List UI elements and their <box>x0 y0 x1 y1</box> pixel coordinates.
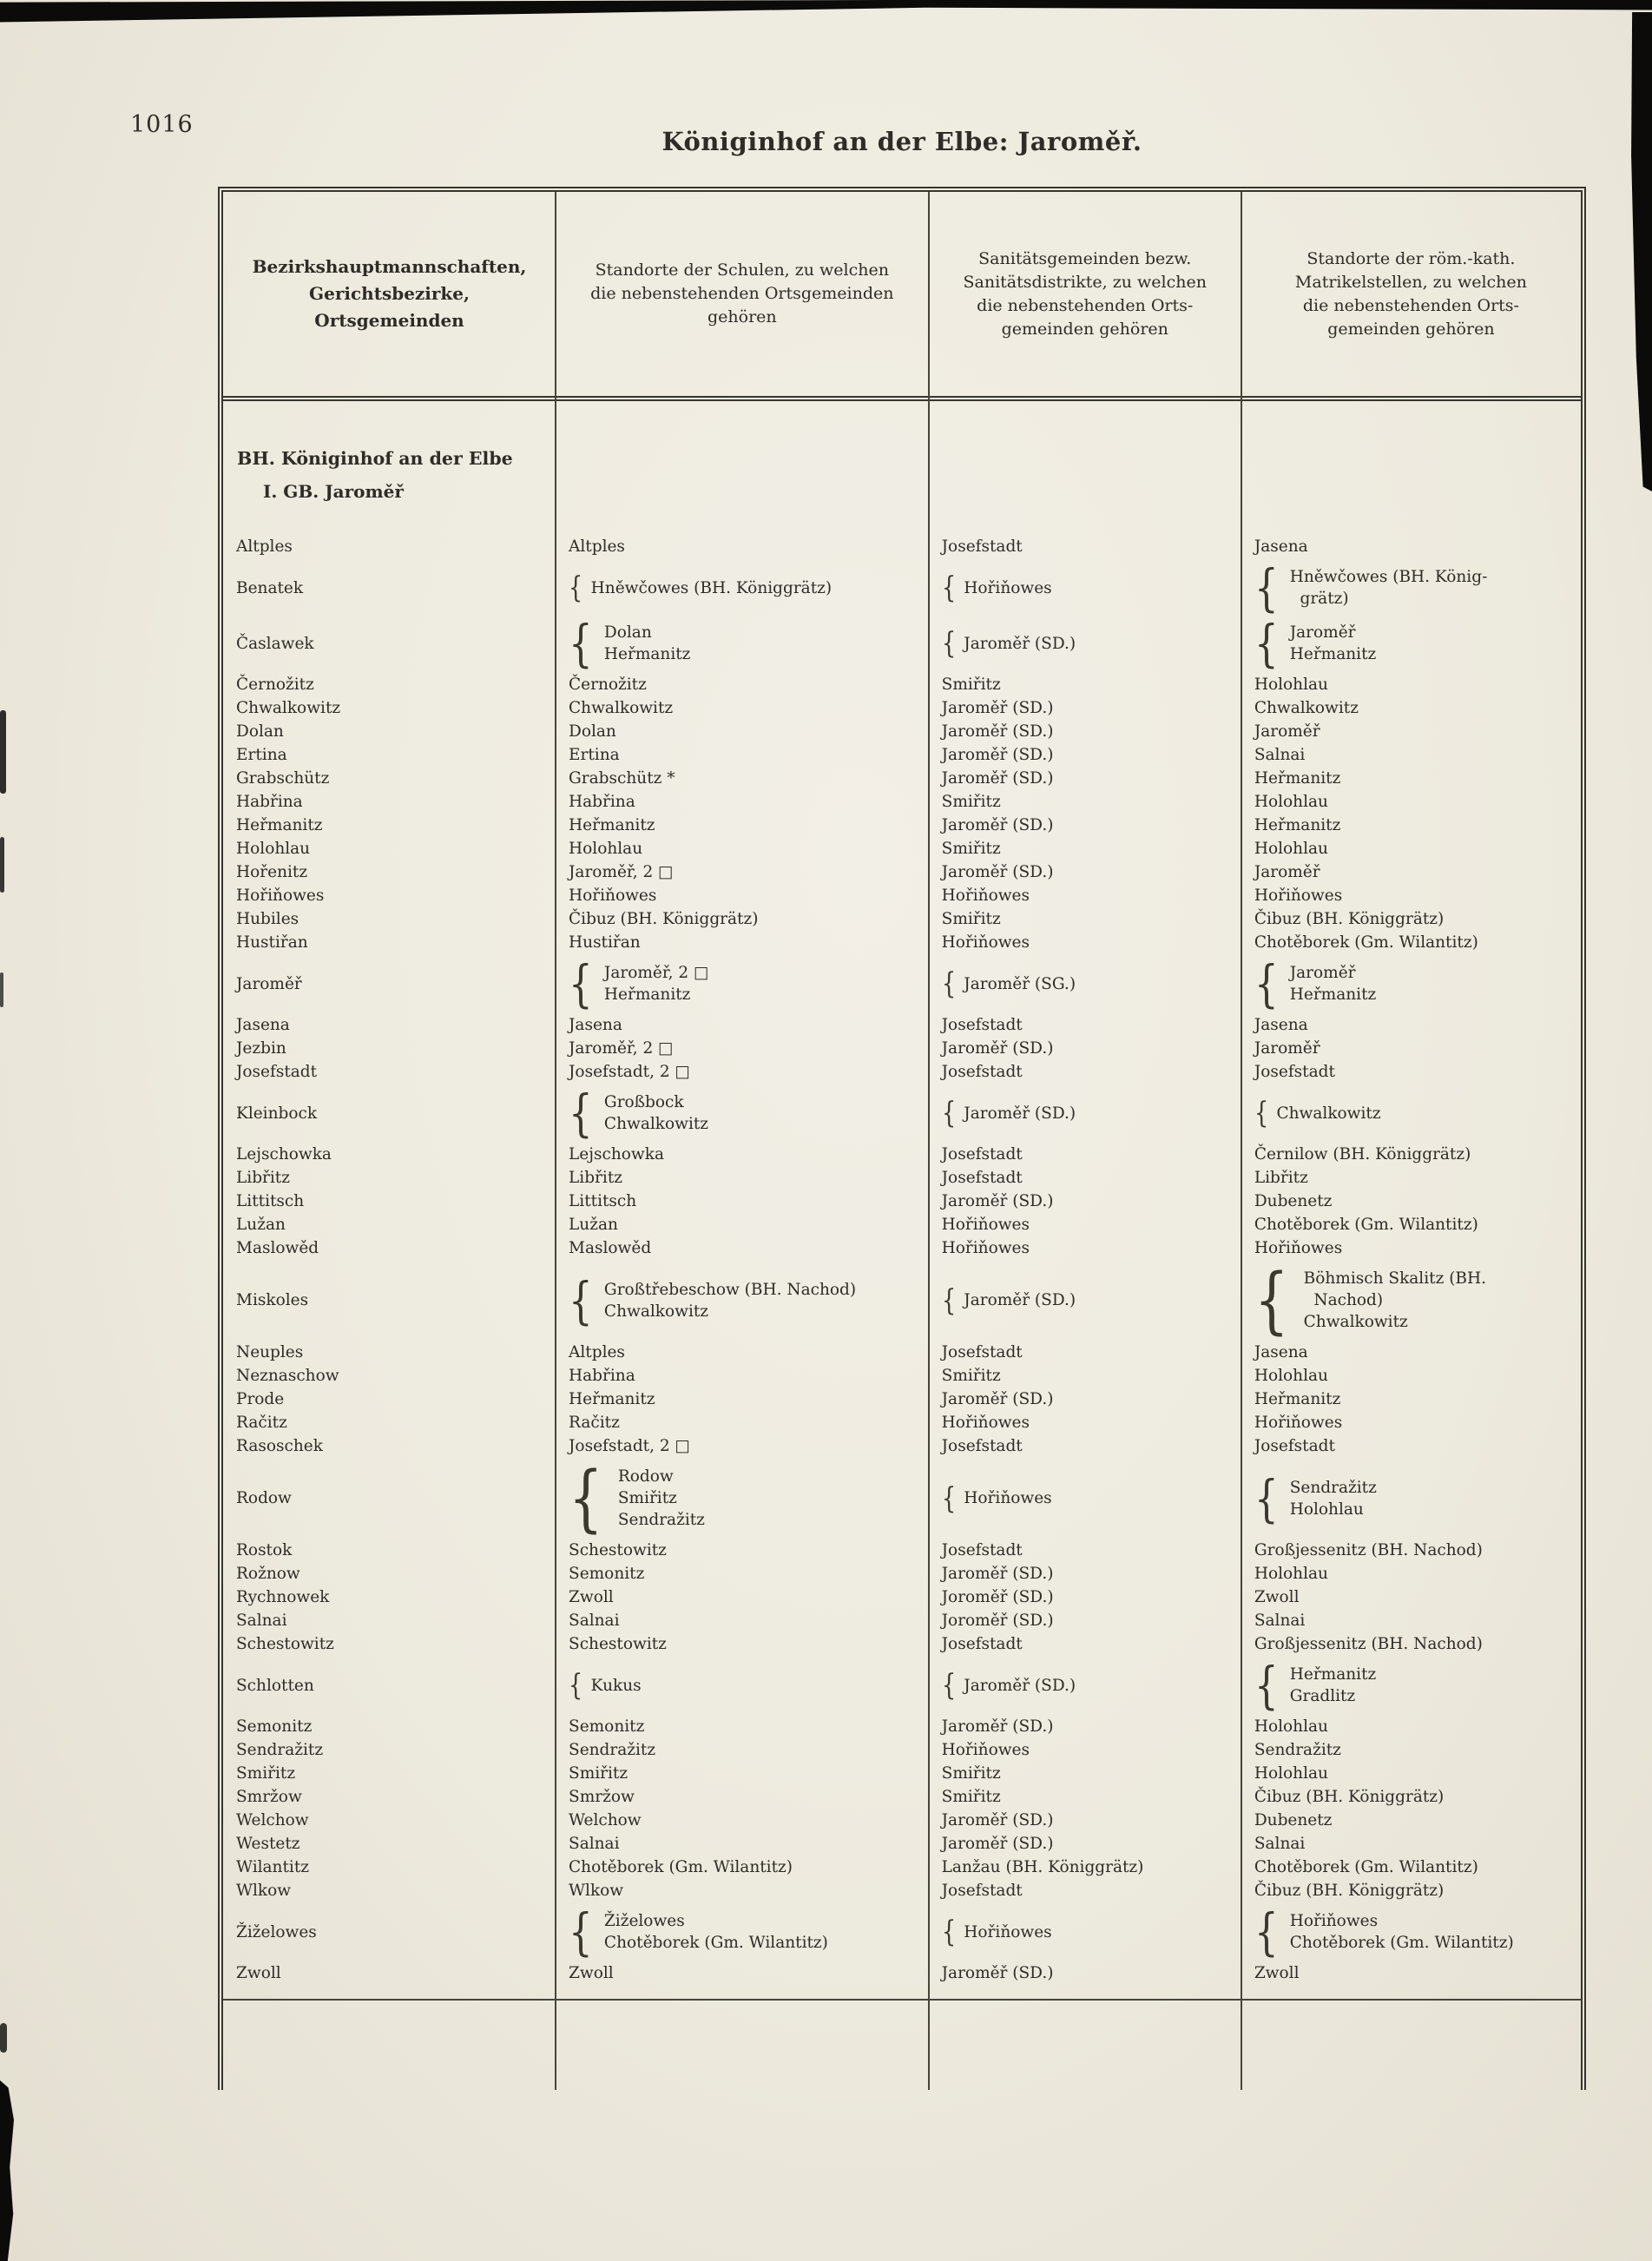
table-row <box>223 1341 1581 1364</box>
table-cell: Holohlau <box>1254 676 1328 694</box>
scan-artifact-left-mark <box>0 710 6 794</box>
table-cell: Wilantitz <box>236 1858 309 1876</box>
table-cell: Lejschowka <box>569 1145 664 1163</box>
table-row <box>223 1190 1581 1213</box>
table-cell: Habřina <box>236 793 303 811</box>
table-cell: Salnai <box>236 1612 287 1630</box>
table-cell: Smiřitz <box>941 1764 1001 1783</box>
table-row <box>223 907 1581 931</box>
table-cell: { Hořiňowes <box>941 1915 1052 1949</box>
table-cell: Smiřitz <box>941 910 1001 928</box>
table-row <box>223 884 1581 907</box>
group-brace-glyph: { <box>1254 1656 1279 1715</box>
table-cell: Rasoschek <box>236 1437 323 1455</box>
table-cell: Altples <box>569 1343 625 1361</box>
table-cell: Jaroměř <box>1254 1039 1320 1058</box>
table-cell: { Jaroměř (SD.) <box>941 1668 1076 1703</box>
table-cell: Čibuz (BH. Königgrätz) <box>1254 910 1445 928</box>
table-cell: Chwalkowitz <box>236 699 341 717</box>
table-cell: Salnai <box>1254 746 1306 764</box>
table-cell: Hořenitz <box>236 863 308 881</box>
table-cell: Josefstadt <box>941 1541 1023 1559</box>
table-cell: Jaroměř (SD.) <box>941 1811 1054 1829</box>
table-cell: Josefstadt <box>941 1882 1023 1900</box>
table-cell: Benatek <box>236 578 304 597</box>
table-row <box>223 1411 1581 1434</box>
table-cell: Salnai <box>569 1835 620 1853</box>
table-cell: Jaroměř (SD.) <box>941 1039 1054 1058</box>
table-cell: Altples <box>236 537 293 556</box>
table-cell: Zwoll <box>1254 1588 1300 1606</box>
table-cell: Hubiles <box>236 910 299 928</box>
table-row <box>223 1364 1581 1388</box>
table-row <box>223 790 1581 814</box>
table-cell: Dubenetz <box>1254 1192 1333 1210</box>
table-row <box>223 931 1581 954</box>
table-row <box>223 1213 1581 1236</box>
table-cell: Wlkow <box>569 1882 624 1900</box>
table-cell: { Jaroměř (SG.) <box>941 966 1076 1001</box>
table-cell: Libřitz <box>236 1169 290 1187</box>
table-cell: Čibuz (BH. Königgrätz) <box>569 910 759 928</box>
table-cell: Holohlau <box>1254 840 1328 858</box>
scan-artifact-bottom-blob <box>0 2080 14 2261</box>
table-header-row <box>223 192 1581 401</box>
table-cell: Smržow <box>236 1788 302 1806</box>
table-row <box>223 1456 1581 1540</box>
table-row <box>223 1879 1581 1902</box>
table-cell: { Großtřebeschow (BH. Nachod) Chwalkowitz <box>569 1270 857 1330</box>
table-cell: Hořiňowes <box>236 887 325 905</box>
table-cell: Semonitz <box>569 1717 645 1736</box>
table-cell: Jaroměř (SD.) <box>941 769 1054 788</box>
table-cell: Hořiňowes <box>1254 1414 1343 1432</box>
group-brace-glyph: { <box>1254 954 1279 1013</box>
table-cell: Jasena <box>1254 1016 1308 1034</box>
table-cell: Großjessenitz (BH. Nachod) <box>1254 1541 1483 1559</box>
table-row <box>223 1013 1581 1037</box>
table-cell: Jaroměř (SD.) <box>941 863 1054 881</box>
scan-artifact-left-mark <box>0 2023 7 2053</box>
table-row <box>223 1562 1581 1585</box>
table-row <box>223 1388 1581 1411</box>
table-row <box>223 1961 1581 1985</box>
table-cell: Salnai <box>569 1612 620 1630</box>
table-cell: Zwoll <box>236 1964 281 1982</box>
group-brace-glyph: { <box>569 1084 593 1143</box>
group-brace-glyph: { <box>1254 1258 1289 1342</box>
table-cell: Jaroměř <box>1254 863 1320 881</box>
table-cell: Josefstadt <box>236 1063 318 1081</box>
table-cell: Josefstadt <box>941 1145 1023 1163</box>
table-cell: Neuples <box>236 1343 304 1361</box>
group-brace-glyph: { <box>1254 614 1279 673</box>
table-row <box>223 1715 1581 1738</box>
table-cell: Josefstadt <box>941 1169 1023 1187</box>
table-cell: Zwoll <box>569 1588 614 1606</box>
table-cell: Schestowitz <box>569 1635 667 1653</box>
table-row <box>223 1258 1581 1342</box>
table-cell: { Rodow Smiřitz Sendražitz <box>569 1456 705 1540</box>
table-cell: Jaroměř (SD.) <box>941 1192 1054 1210</box>
table-cell: Holohlau <box>236 840 311 858</box>
table-row <box>223 1609 1581 1632</box>
table-cell: Černožitz <box>569 676 647 694</box>
table-cell: Čibuz (BH. Königgrätz) <box>1254 1882 1445 1900</box>
table-cell: Hořiňowes <box>569 887 657 905</box>
table-row <box>223 1832 1581 1856</box>
table-cell: Schlotten <box>236 1676 314 1695</box>
table-row <box>223 1585 1581 1609</box>
table-cell: Joroměř (SD.) <box>941 1588 1054 1606</box>
page-title: Königinhof an der Elbe: Jaroměř. <box>661 127 1142 156</box>
table-row <box>223 1166 1581 1190</box>
table-cell: Smiřitz <box>941 1788 1001 1806</box>
table-row <box>223 1143 1581 1166</box>
table-cell: { Hořiňowes <box>941 570 1052 605</box>
table-cell: Smiřitz <box>941 676 1001 694</box>
table-cell: Welchow <box>236 1811 309 1829</box>
table-cell: { Jaroměř, 2 □ Heřmanitz <box>569 954 709 1013</box>
table-row <box>223 837 1581 860</box>
table-cell: { Jaroměř (SD.) <box>941 1096 1076 1130</box>
table-cell: Jasena <box>1254 537 1308 556</box>
group-brace-glyph: { <box>941 626 956 661</box>
table-row <box>223 558 1581 617</box>
table-cell: Holohlau <box>1254 1717 1328 1736</box>
table-row <box>223 1060 1581 1084</box>
table-cell: Grabschütz * <box>569 769 675 788</box>
table-cell: Wlkow <box>236 1882 292 1900</box>
table-cell: Westetz <box>236 1835 300 1853</box>
table-cell: Jaroměř (SD.) <box>941 699 1054 717</box>
table-cell: Heřmanitz <box>569 816 655 834</box>
table-cell: Čibuz (BH. Königgrätz) <box>1254 1788 1445 1806</box>
table-cell: Hořiňowes <box>941 1414 1030 1432</box>
table-cell: Jaroměř (SD.) <box>941 722 1054 741</box>
table-cell: Libřitz <box>569 1169 623 1187</box>
group-brace-glyph: { <box>569 1270 593 1330</box>
column-header: Standorte der röm.-kath. Matrikelstellen, zu welchen die nebenstehenden Orts- gemeinden gehören <box>1294 248 1527 339</box>
table-cell: { Kukus <box>569 1668 642 1703</box>
table-cell: Rostok <box>236 1541 293 1559</box>
table-cell: Großjessenitz (BH. Nachod) <box>1254 1635 1483 1653</box>
table-cell: Josefstadt, 2 □ <box>569 1437 690 1455</box>
table-row <box>223 1656 1581 1715</box>
table-body <box>223 401 1581 2001</box>
table-cell: Chotěborek (Gm. Wilantitz) <box>569 1858 793 1876</box>
table-cell: Časlawek <box>236 634 314 653</box>
table-cell: Černožitz <box>236 676 314 694</box>
table-row <box>223 1738 1581 1762</box>
table-cell: Jasena <box>1254 1343 1308 1361</box>
table-cell: Hustiřan <box>569 933 641 952</box>
table-cell: Holohlau <box>1254 1764 1328 1783</box>
table-row <box>223 814 1581 837</box>
group-brace-glyph: { <box>941 570 956 605</box>
table-row <box>223 696 1581 720</box>
table-cell: Jaroměř (SD.) <box>941 1390 1054 1408</box>
table-cell: Lužan <box>236 1216 286 1234</box>
table-cell: Lužan <box>569 1216 618 1234</box>
table-cell: Hustiřan <box>236 933 308 952</box>
table-cell: Hořiňowes <box>941 933 1030 952</box>
table-cell: Holohlau <box>1254 1367 1328 1385</box>
scan-artifact-left-mark <box>0 972 3 1007</box>
gazetteer-table <box>218 187 1586 2090</box>
table-cell: { Böhmisch Skalitz (BH. Nachod) Chwalkowitz <box>1254 1258 1487 1342</box>
table-cell: Littitsch <box>569 1192 637 1210</box>
table-cell: Zwoll <box>1254 1964 1300 1982</box>
table-cell: Hořiňowes <box>941 1216 1030 1234</box>
table-cell: { Jaroměř Heřmanitz <box>1254 614 1377 673</box>
table-row <box>223 673 1581 696</box>
column-divider <box>555 192 556 2090</box>
table-cell: Joroměř (SD.) <box>941 1612 1054 1630</box>
group-brace-glyph: { <box>569 1456 603 1540</box>
table-cell: { Hněwčowes (BH. König- grätz) <box>1254 558 1488 617</box>
table-cell: Dubenetz <box>1254 1811 1333 1829</box>
column-divider <box>928 192 930 2090</box>
table-row <box>223 860 1581 884</box>
table-cell: Ertina <box>569 746 620 764</box>
group-brace-glyph: { <box>941 966 956 1001</box>
table-cell: Kleinbock <box>236 1104 318 1123</box>
scan-artifact-left-mark <box>0 837 4 893</box>
table-cell: Miskoles <box>236 1291 309 1309</box>
table-cell: Welchow <box>569 1811 642 1829</box>
table-cell: { Žiželowes Chotěborek (Gm. Wilantitz) <box>569 1902 828 1961</box>
table-cell: Jaroměř (SD.) <box>941 746 1054 764</box>
scan-artifact-top-band <box>0 0 1652 38</box>
table-cell: Heřmanitz <box>1254 816 1341 834</box>
table-row <box>223 1539 1581 1562</box>
table-row <box>223 1084 1581 1143</box>
table-cell: { Jaroměř Heřmanitz <box>1254 954 1377 1013</box>
group-brace-glyph: { <box>941 1668 956 1703</box>
table-cell: Chotěborek (Gm. Wilantitz) <box>1254 1216 1478 1234</box>
table-cell: Josefstadt <box>941 1016 1023 1034</box>
table-cell: Jezbin <box>236 1039 286 1058</box>
table-cell: Heřmanitz <box>569 1390 655 1408</box>
table-cell: Chotěborek (Gm. Wilantitz) <box>1254 1858 1478 1876</box>
table-cell: Ertina <box>236 746 287 764</box>
table-cell: { Großbock Chwalkowitz <box>569 1084 709 1143</box>
table-cell: Salnai <box>1254 1612 1306 1630</box>
table-cell: Smiřitz <box>941 1367 1001 1385</box>
table-cell: Hořiňowes <box>1254 1239 1343 1257</box>
table-row <box>223 743 1581 767</box>
table-cell: Račitz <box>236 1414 287 1432</box>
table-row <box>223 1856 1581 1879</box>
table-cell: Smiřitz <box>569 1764 629 1783</box>
group-brace-glyph: { <box>569 570 583 605</box>
table-cell: Chotěborek (Gm. Wilantitz) <box>1254 933 1478 952</box>
subsection-title: I. GB. Jaroměř <box>263 481 404 502</box>
table-cell: Dolan <box>236 722 284 741</box>
group-brace-glyph: { <box>941 1915 956 1949</box>
table-row <box>223 1902 1581 1961</box>
table-cell: Prode <box>236 1390 285 1408</box>
table-cell: Neznaschow <box>236 1367 339 1385</box>
table-cell: Holohlau <box>1254 1565 1328 1583</box>
table-row <box>223 1434 1581 1458</box>
table-cell: Chwalkowitz <box>1254 699 1359 717</box>
group-brace-glyph: { <box>569 954 593 1013</box>
table-cell: Schestowitz <box>569 1541 667 1559</box>
table-cell: { Hořiňowes Chotěborek (Gm. Wilantitz) <box>1254 1902 1514 1961</box>
table-cell: Račitz <box>569 1414 620 1432</box>
table-rows <box>223 535 1581 1985</box>
group-brace-glyph: { <box>941 1480 956 1516</box>
table-cell: { Chwalkowitz <box>1254 1096 1381 1130</box>
table-cell: Lejschowka <box>236 1145 332 1163</box>
table-cell: Josefstadt <box>941 537 1023 556</box>
group-brace-glyph: { <box>569 1902 593 1961</box>
table-cell: Jaroměř <box>1254 722 1320 741</box>
table-cell: Rodow <box>236 1489 292 1507</box>
table-cell: Maslowěd <box>569 1239 652 1257</box>
table-cell: Josefstadt <box>941 1635 1023 1653</box>
table-cell: Jaroměř (SD.) <box>941 1717 1054 1736</box>
table-cell: Habřina <box>569 793 635 811</box>
table-cell: Hořiňowes <box>941 887 1030 905</box>
table-cell: Jasena <box>569 1016 622 1034</box>
table-cell: Libřitz <box>1254 1169 1308 1187</box>
group-brace-glyph: { <box>941 1282 956 1318</box>
table-row <box>223 954 1581 1013</box>
table-cell: Chwalkowitz <box>569 699 674 717</box>
section-title: BH. Königinhof an der Elbe <box>237 448 513 469</box>
group-brace-glyph: { <box>1254 1902 1279 1961</box>
table-row <box>223 720 1581 743</box>
table-cell: Lanžau (BH. Königgrätz) <box>941 1858 1144 1876</box>
table-cell: Josefstadt <box>1254 1063 1335 1081</box>
table-row <box>223 1236 1581 1260</box>
table-cell: { Jaroměř (SD.) <box>941 626 1076 661</box>
table-cell: Hořiňowes <box>941 1741 1030 1759</box>
table-cell: Heřmanitz <box>1254 1390 1341 1408</box>
table-cell: Smiřitz <box>941 840 1001 858</box>
table-cell: Littitsch <box>236 1192 305 1210</box>
table-cell: Heřmanitz <box>236 816 323 834</box>
table-cell: Schestowitz <box>236 1635 334 1653</box>
table-cell: Holohlau <box>569 840 643 858</box>
table-cell: Semonitz <box>569 1565 645 1583</box>
table-cell: { Heřmanitz Gradlitz <box>1254 1656 1377 1715</box>
table-cell: Jaroměř (SD.) <box>941 1835 1054 1853</box>
table-cell: Holohlau <box>1254 793 1328 811</box>
group-brace-glyph: { <box>941 1096 956 1130</box>
table-row <box>223 1785 1581 1809</box>
table-cell: { Sendražitz Holohlau <box>1254 1468 1377 1528</box>
column-header: Standorte der Schulen, zu welchen die nebenstehenden Ortsgemeinden gehören <box>590 260 894 326</box>
table-cell: Josefstadt <box>1254 1437 1335 1455</box>
table-cell: { Jaroměř (SD.) <box>941 1282 1076 1318</box>
table-cell: Altples <box>569 537 625 556</box>
table-cell: Grabschütz <box>236 769 330 788</box>
table-cell: Jaroměř, 2 □ <box>569 1039 674 1058</box>
table-cell: Josefstadt, 2 □ <box>569 1063 690 1081</box>
table-cell: Sendražitz <box>236 1741 324 1759</box>
table-cell: Maslowěd <box>236 1239 319 1257</box>
table-cell: Smržow <box>569 1788 635 1806</box>
table-cell: Černilow (BH. Königgrätz) <box>1254 1145 1471 1163</box>
table-cell: Hořiňowes <box>1254 887 1343 905</box>
scan-artifact-right-band <box>1629 12 1652 491</box>
table-cell: Heřmanitz <box>1254 769 1341 788</box>
table-row <box>223 535 1581 558</box>
table-cell: Josefstadt <box>941 1063 1023 1081</box>
table-cell: Jaroměř (SD.) <box>941 1565 1054 1583</box>
table-cell: Jaroměř (SD.) <box>941 816 1054 834</box>
table-cell: { Hořiňowes <box>941 1480 1052 1516</box>
column-divider <box>1241 192 1242 2090</box>
table-cell: Smiřitz <box>236 1764 296 1783</box>
table-cell: Smiřitz <box>941 793 1001 811</box>
table-cell: Jaroměř, 2 □ <box>569 863 674 881</box>
group-brace-glyph: { <box>1254 1468 1279 1528</box>
table-cell: Jasena <box>236 1016 290 1034</box>
table-cell: Semonitz <box>236 1717 313 1736</box>
table-cell: Salnai <box>1254 1835 1306 1853</box>
table-cell: Jaroměř <box>236 974 302 993</box>
table-row <box>223 767 1581 790</box>
column-header: Bezirkshauptmannschaften, Gerichtsbezirke, Ortsgemeinden <box>252 256 527 331</box>
table-row <box>223 614 1581 673</box>
group-brace-glyph: { <box>1254 558 1279 617</box>
table-cell: Žiželowes <box>236 1922 317 1941</box>
table-cell: Josefstadt <box>941 1437 1023 1455</box>
table-cell: Josefstadt <box>941 1343 1023 1361</box>
group-brace-glyph: { <box>569 614 593 673</box>
table-cell: Sendražitz <box>1254 1741 1341 1759</box>
table-row <box>223 1809 1581 1832</box>
page-number: 1016 <box>130 111 194 138</box>
table-cell: { Hněwčowes (BH. Königgrätz) <box>569 570 833 605</box>
table-row <box>223 1037 1581 1060</box>
table-cell: Hořiňowes <box>941 1239 1030 1257</box>
table-cell: { Dolan Heřmanitz <box>569 614 691 673</box>
table-cell: Jaroměř (SD.) <box>941 1964 1054 1982</box>
table-cell: Rychnowek <box>236 1588 330 1606</box>
table-row <box>223 1632 1581 1656</box>
table-row <box>223 1762 1581 1785</box>
table-cell: Habřina <box>569 1367 635 1385</box>
table-cell: Rožnow <box>236 1565 300 1583</box>
table-cell: Dolan <box>569 722 616 741</box>
table-cell: Sendražitz <box>569 1741 656 1759</box>
column-header: Sanitätsgemeinden bezw. Sanitätsdistrikte, zu welchen die nebenstehenden Orts- gemeinden gehören <box>963 248 1207 339</box>
group-brace-glyph: { <box>1254 1096 1269 1130</box>
group-brace-glyph: { <box>569 1668 583 1703</box>
table-bottom-rule <box>223 1999 1581 2001</box>
table-cell: Zwoll <box>569 1964 614 1982</box>
